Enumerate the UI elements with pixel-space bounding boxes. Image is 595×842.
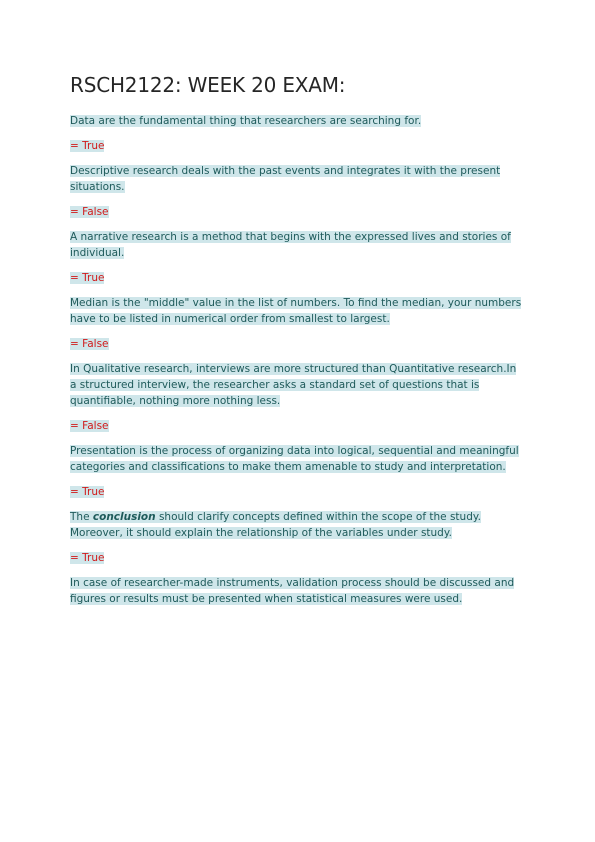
question-highlight: Median is the "middle" value in the list of numbers. To find the median, your numbers have to be listed in numerical order from smallest to largest.: [70, 297, 522, 325]
question-highlight: A narrative research is a method that begins with the expressed lives and stories of individual.: [70, 231, 511, 259]
question-prefix: The: [70, 511, 93, 523]
question-text: [70, 295, 525, 327]
answer-text: [70, 270, 525, 286]
question-block-1: [70, 113, 525, 154]
emphasized-term: conclusion: [92, 511, 156, 523]
document-title: RSCH2122: WEEK 20 EXAM:: [70, 73, 346, 97]
question-suffix: should clarify concepts defined within the scope of the study. Moreover, it should explain the relationship of the variables under study.: [70, 511, 481, 539]
question-highlight: Descriptive research deals with the past events and integrates it with the present situations.: [70, 165, 501, 193]
question-block-8: [70, 575, 525, 607]
answer-text: [70, 204, 525, 220]
answer-text: [70, 418, 525, 434]
question-block-4: [70, 295, 525, 352]
question-block-7: [70, 509, 525, 566]
answer-text: [70, 484, 525, 500]
question-text: [70, 113, 525, 129]
answer-highlight: = False: [70, 338, 109, 350]
answer-text: [70, 550, 525, 566]
question-block-5: [70, 361, 525, 434]
question-text: [70, 163, 525, 195]
answer-highlight: = False: [70, 206, 109, 218]
question-text: [70, 575, 525, 607]
answer-text: [70, 138, 525, 154]
question-text: [70, 229, 525, 261]
question-block-3: [70, 229, 525, 286]
question-block-6: [70, 443, 525, 500]
question-highlight: In Qualitative research, interviews are more structured than Quantitative research.In a structured interview, the researcher asks a standard set of questions that is quantifiable, nothing more nothing less.: [70, 363, 517, 407]
answer-highlight: = True: [70, 552, 105, 564]
answer-text: [70, 336, 525, 352]
question-highlight: In case of researcher-made instruments, validation process should be discussed and figures or results must be presented when statistical measures were used.: [70, 577, 515, 605]
question-highlight: Data are the fundamental thing that researchers are searching for.: [70, 115, 422, 127]
question-highlight: Presentation is the process of organizing data into logical, sequential and meaningful categories and classifications to make them amenable to study and interpretation.: [70, 445, 519, 473]
question-text: [70, 361, 525, 409]
answer-highlight: = True: [70, 486, 105, 498]
question-text: [70, 443, 525, 475]
question-highlight: [70, 511, 481, 539]
answer-highlight: = True: [70, 272, 105, 284]
answer-highlight: = True: [70, 140, 105, 152]
question-block-2: [70, 163, 525, 220]
answer-highlight: = False: [70, 420, 109, 432]
question-text: [70, 509, 525, 541]
